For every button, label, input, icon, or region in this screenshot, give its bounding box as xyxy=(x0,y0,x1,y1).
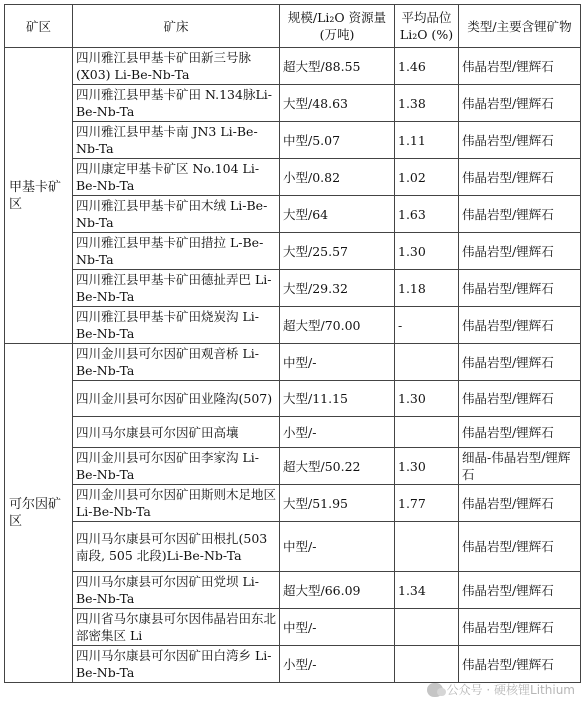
cell-grade: 1.34 xyxy=(395,572,459,609)
cell-scale: 超大型/88.55 xyxy=(280,48,395,85)
cell-deposit: 四川金川县可尔因矿田观音桥 Li-Be-Nb-Ta xyxy=(73,344,280,381)
table-row xyxy=(5,572,581,609)
cell-type: 伟晶岩型/锂辉石 xyxy=(459,196,581,233)
table-row xyxy=(5,196,581,233)
cell-scale: 小型/0.82 xyxy=(280,159,395,196)
wechat-icon xyxy=(427,683,443,697)
table-row xyxy=(5,522,581,572)
cell-type: 伟晶岩型/锂辉石 xyxy=(459,417,581,448)
cell-deposit: 四川雅江县甲基卡矿田 N.134脉Li-Be-Nb-Ta xyxy=(73,85,280,122)
cell-deposit: 四川金川县可尔因矿田业隆沟(507) xyxy=(73,381,280,417)
cell-scale: 大型/25.57 xyxy=(280,233,395,270)
table-row xyxy=(5,381,581,417)
cell-scale: 小型/- xyxy=(280,417,395,448)
cell-deposit: 四川马尔康县可尔因矿田高壤 xyxy=(73,417,280,448)
watermark-text: 公众号 · 硬核锂Lithium xyxy=(446,683,575,697)
cell-scale: 大型/64 xyxy=(280,196,395,233)
table-row xyxy=(5,448,581,485)
cell-type: 伟晶岩型/锂辉石 xyxy=(459,646,581,683)
cell-grade: 1.30 xyxy=(395,381,459,417)
header-scale: 规模/Li₂O 资源量(万吨) xyxy=(280,5,395,48)
table-row xyxy=(5,307,581,344)
cell-type: 细晶-伟晶岩型/锂辉石 xyxy=(459,448,581,485)
lithium-deposits-table xyxy=(4,4,581,683)
cell-scale: 超大型/66.09 xyxy=(280,572,395,609)
cell-grade: 1.18 xyxy=(395,270,459,307)
cell-scale: 大型/29.32 xyxy=(280,270,395,307)
cell-grade xyxy=(395,609,459,646)
header-deposit: 矿床 xyxy=(73,5,280,48)
cell-grade xyxy=(395,417,459,448)
cell-grade: 1.63 xyxy=(395,196,459,233)
cell-scale: 中型/- xyxy=(280,522,395,572)
cell-type: 伟晶岩型/锂辉石 xyxy=(459,307,581,344)
cell-scale: 大型/48.63 xyxy=(280,85,395,122)
table-row xyxy=(5,122,581,159)
cell-type: 伟晶岩型/锂辉石 xyxy=(459,572,581,609)
table-row xyxy=(5,270,581,307)
cell-type: 伟晶岩型/锂辉石 xyxy=(459,85,581,122)
cell-scale: 中型/- xyxy=(280,609,395,646)
cell-deposit: 四川雅江县甲基卡南 JN3 Li-Be-Nb-Ta xyxy=(73,122,280,159)
cell-scale: 小型/- xyxy=(280,646,395,683)
cell-scale: 大型/51.95 xyxy=(280,485,395,522)
cell-deposit: 四川雅江县甲基卡矿田木绒 Li-Be-Nb-Ta xyxy=(73,196,280,233)
cell-deposit: 四川金川县可尔因矿田李家沟 Li-Be-Nb-Ta xyxy=(73,448,280,485)
cell-deposit: 四川省马尔康县可尔因伟晶岩田东北部密集区 Li xyxy=(73,609,280,646)
cell-grade: 1.02 xyxy=(395,159,459,196)
cell-scale: 超大型/70.00 xyxy=(280,307,395,344)
cell-grade xyxy=(395,344,459,381)
header-area: 矿区 xyxy=(5,5,73,48)
cell-scale: 超大型/50.22 xyxy=(280,448,395,485)
cell-deposit: 四川康定甲基卡矿区 No.104 Li-Be-Nb-Ta xyxy=(73,159,280,196)
header-grade: 平均品位 Li₂O (%) xyxy=(395,5,459,48)
cell-grade: - xyxy=(395,307,459,344)
cell-grade: 1.38 xyxy=(395,85,459,122)
cell-deposit: 四川雅江县甲基卡矿田烧炭沟 Li-Be-Nb-Ta xyxy=(73,307,280,344)
cell-grade: 1.11 xyxy=(395,122,459,159)
cell-grade xyxy=(395,646,459,683)
table-row xyxy=(5,48,581,85)
table-row xyxy=(5,609,581,646)
table-row xyxy=(5,646,581,683)
cell-deposit: 四川马尔康县可尔因矿田根扎(503 南段, 505 北段)Li-Be-Nb-Ta xyxy=(73,522,280,572)
table-body xyxy=(5,48,581,683)
cell-grade: 1.30 xyxy=(395,448,459,485)
cell-area: 可尔因矿区 xyxy=(5,344,73,683)
table-row xyxy=(5,233,581,270)
cell-type: 伟晶岩型/锂辉石 xyxy=(459,122,581,159)
cell-scale: 中型/- xyxy=(280,344,395,381)
cell-grade: 1.77 xyxy=(395,485,459,522)
table-row xyxy=(5,344,581,381)
table-row xyxy=(5,417,581,448)
cell-deposit: 四川金川县可尔因矿田斯则木足地区 Li-Be-Nb-Ta xyxy=(73,485,280,522)
table-row xyxy=(5,485,581,522)
table-row xyxy=(5,85,581,122)
header-row xyxy=(5,5,581,48)
cell-area: 甲基卡矿区 xyxy=(5,48,73,344)
cell-deposit: 四川马尔康县可尔因矿田白湾乡 Li-Be-Nb-Ta xyxy=(73,646,280,683)
watermark xyxy=(427,681,575,698)
cell-deposit: 四川雅江县甲基卡矿田德扯弄巴 Li-Be-Nb-Ta xyxy=(73,270,280,307)
cell-scale: 大型/11.15 xyxy=(280,381,395,417)
table-row xyxy=(5,159,581,196)
cell-grade: 1.30 xyxy=(395,233,459,270)
cell-type: 伟晶岩型/锂辉石 xyxy=(459,270,581,307)
cell-type: 伟晶岩型/锂辉石 xyxy=(459,159,581,196)
cell-type: 伟晶岩型/锂辉石 xyxy=(459,233,581,270)
cell-grade: 1.46 xyxy=(395,48,459,85)
cell-type: 伟晶岩型/锂辉石 xyxy=(459,381,581,417)
cell-type: 伟晶岩型/锂辉石 xyxy=(459,485,581,522)
cell-grade xyxy=(395,522,459,572)
cell-deposit: 四川雅江县甲基卡矿田新三号脉(X03) Li-Be-Nb-Ta xyxy=(73,48,280,85)
cell-deposit: 四川马尔康县可尔因矿田党坝 Li-Be-Nb-Ta xyxy=(73,572,280,609)
cell-type: 伟晶岩型/锂辉石 xyxy=(459,522,581,572)
cell-type: 伟晶岩型/锂辉石 xyxy=(459,48,581,85)
cell-deposit: 四川雅江县甲基卡矿田措拉 L-Be-Nb-Ta xyxy=(73,233,280,270)
cell-type: 伟晶岩型/锂辉石 xyxy=(459,609,581,646)
cell-type: 伟晶岩型/锂辉石 xyxy=(459,344,581,381)
cell-scale: 中型/5.07 xyxy=(280,122,395,159)
header-type: 类型/主要含锂矿物 xyxy=(459,5,581,48)
